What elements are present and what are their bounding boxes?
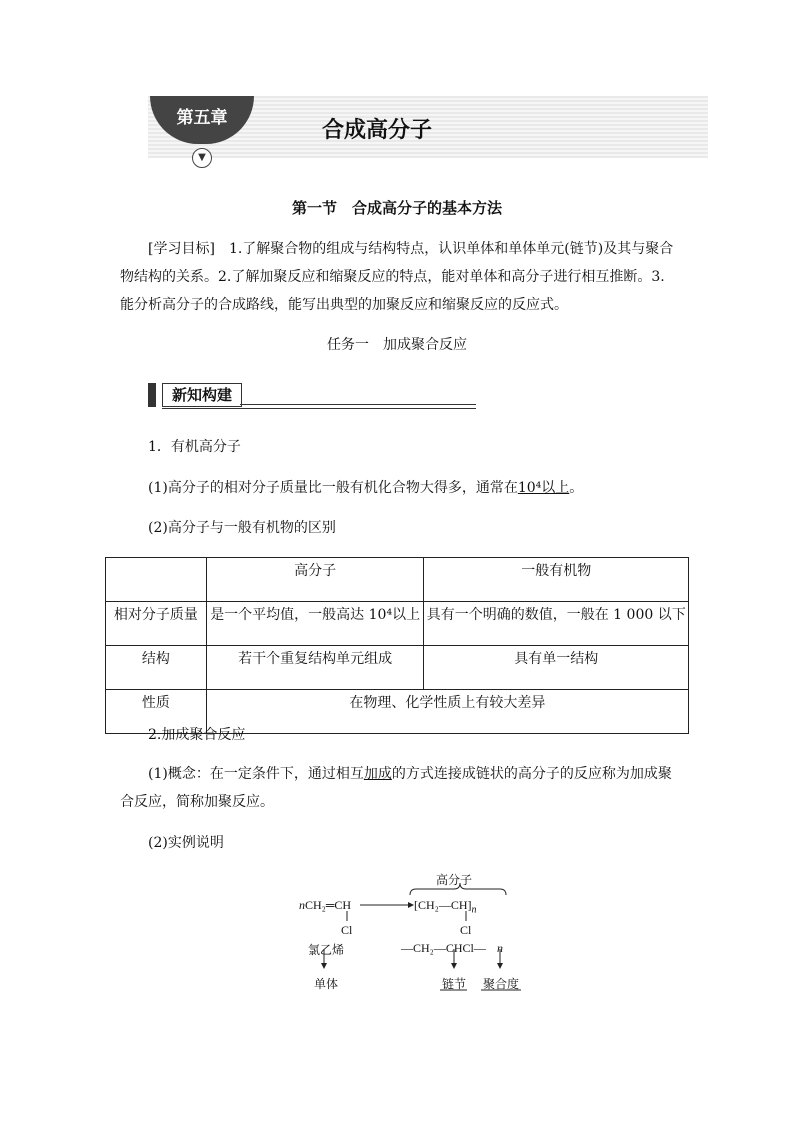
degree-symbol: n <box>497 941 503 955</box>
task-title: 任务一 加成聚合反应 <box>327 337 467 353</box>
concept-paragraph: (1)概念：在一定条件下，通过相互加成的方式连接成链状的高分子的反应称为加成聚合反应，简称加聚反应。 <box>120 766 672 810</box>
reaction-scheme <box>295 868 535 998</box>
table-cell: 在物理、化学性质上有较大差异 <box>206 690 688 734</box>
header-rule <box>162 408 476 409</box>
fill-blank: 10⁴以上 <box>517 480 570 496</box>
table-cell: 相对分子质量 <box>106 602 207 646</box>
degree-label: 聚合度 <box>483 977 520 991</box>
table-row <box>106 602 689 646</box>
monomer-equation: nCH₂═CH <box>299 898 352 912</box>
learning-objectives <box>120 235 675 319</box>
repeat-unit-label: 链节 <box>442 977 467 991</box>
s1-heading: 1．有机高分子 <box>148 439 241 455</box>
header-marker <box>148 383 156 407</box>
polymer-chlorine: Cl <box>460 923 472 937</box>
s1-paragraph-1: (1)高分子的相对分子质量比一般有机化合物大得多，通常在10⁴以上。 <box>148 480 584 496</box>
comparison-table <box>105 557 689 734</box>
header-rule <box>240 404 476 405</box>
table-cell: 结构 <box>106 646 207 690</box>
polymer-label: 高分子 <box>436 873 473 887</box>
chapter-badge: 第五章 <box>150 96 254 144</box>
table-cell: 若干个重复结构单元组成 <box>206 646 424 690</box>
table-cell: 具有一个明确的数值，一般在 1 000 以下 <box>424 602 689 646</box>
repeat-unit-formula: —CH₂—CHCl— <box>401 941 486 955</box>
chevron-down-icon: ▼ <box>192 148 212 168</box>
objective-text: 1.了解聚合物的组成与结构特点，认识单体和单体单元(链节)及其与聚合物结构的关系。2.了解加聚反应和缩聚反应的特点，能对单体和高分子进行相互推断。3.能分析高分子的合成路线，能写出典型的加聚反应和缩聚反应的反应式。 <box>120 241 674 313</box>
table-header-cell: 一般有机物 <box>424 558 689 602</box>
monomer-chlorine: Cl <box>341 923 353 937</box>
table-cell: 性质 <box>106 690 207 734</box>
chapter-title: 合成高分子 <box>322 118 433 143</box>
section-title: 第一节 合成高分子的基本方法 <box>291 199 502 217</box>
s2-heading: 2.加成聚合反应 <box>148 727 246 743</box>
table-cell: 是一个平均值，一般高达 10⁴以上 <box>206 602 424 646</box>
s1-paragraph-2: (2)高分子与一般有机物的区别 <box>148 520 336 536</box>
table-row <box>106 558 689 602</box>
monomer-role: 单体 <box>314 977 339 991</box>
objective-label: [学习目标] <box>148 241 215 257</box>
polymer-formula: $[CH_2—CH]_n$ <box>414 898 477 916</box>
example-heading: (2)实例说明 <box>148 835 224 851</box>
table-header-cell <box>106 558 207 602</box>
fill-blank: 加成 <box>363 766 392 782</box>
monomer-name: 氯乙烯 <box>308 943 345 957</box>
new-knowledge-label: 新知构建 <box>162 383 242 407</box>
table-header-cell: 高分子 <box>206 558 424 602</box>
table-cell: 具有单一结构 <box>424 646 689 690</box>
table-row <box>106 646 689 690</box>
